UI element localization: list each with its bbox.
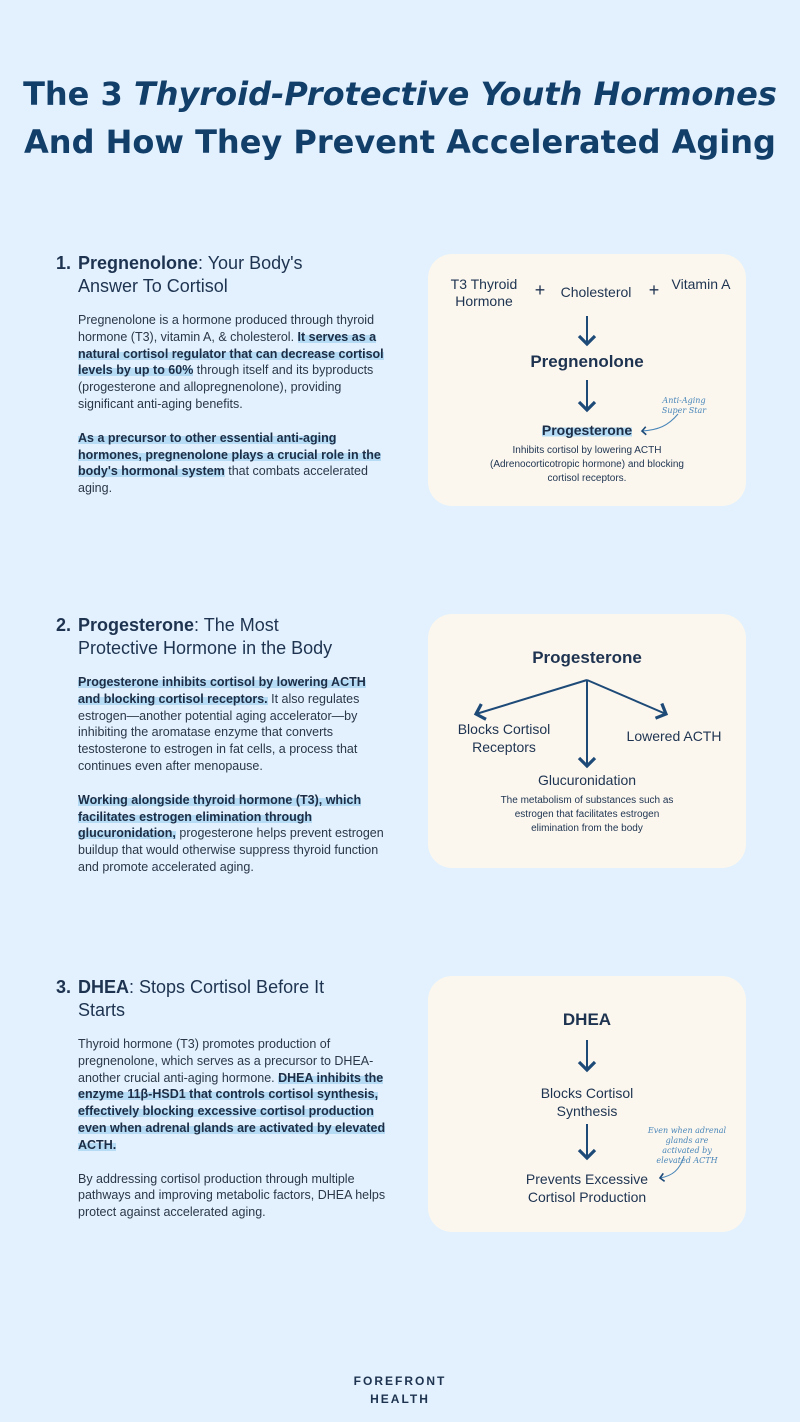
brand-line1: FOREFRONT [353, 1374, 447, 1388]
paragraph [78, 792, 388, 876]
left-arrow-icon [476, 680, 587, 714]
section-title-rest: : Your Body's Answer To Cortisol [78, 253, 303, 296]
paragraph-text: By addressing cortisol production through multiple pathways and improving metabolic factors, DHEA helps protect against accelerated aging. [78, 1171, 386, 1220]
plus-icon: + [648, 280, 660, 300]
annotation-note: Anti-Aging Super Star [661, 396, 707, 415]
section-body [78, 674, 388, 876]
highlight-text: Progesterone inhibits cortisol by lowering ACTH and blocking cortisol receptors. [78, 675, 366, 706]
effect-lowered-acth: Lowered ACTH [626, 728, 722, 744]
effect-prevents-excess: Prevents Excessive Cortisol Production [525, 1171, 649, 1205]
pregnenolone-diagram-card [428, 254, 746, 506]
root-progesterone: Progesterone [532, 648, 642, 667]
section-title-rest: : Stops Cortisol Before It Starts [78, 977, 325, 1020]
paragraph [78, 1036, 388, 1154]
section-number: 1. [56, 253, 72, 273]
title-emphasis: Thyroid-Protective Youth Hormones [133, 75, 777, 113]
highlight-text: As a precursor to other essential anti-aging hormones, pregnenolone plays a crucial role in the body's hormonal system [78, 430, 381, 479]
paragraph-text: It also regulates estrogen—another potential aging accelerator—by inhibiting the aromatase enzyme that converts testosterone to estrogen in fat cells, a process that continues even after menopause. [78, 691, 360, 773]
brand-line2: HEALTH [370, 1392, 430, 1406]
section-title-bold: DHEA [78, 977, 130, 997]
paragraph [78, 312, 388, 413]
title-line2: And How They Prevent Accelerated Aging [24, 123, 776, 161]
section-title-bold: Pregnenolone [78, 253, 199, 273]
title-prefix: The 3 [23, 75, 134, 113]
section-heading [56, 252, 386, 298]
description: The metabolism of substances such as estrogen that facilitates estrogen elimination from the body [500, 795, 674, 834]
section-heading [56, 976, 386, 1022]
product-progesterone [428, 422, 746, 438]
paragraph-text: through itself and its byproducts (progesterone and allopregnenolone), providing significant anti-aging benefits. [78, 363, 374, 411]
section-title-rest: : The Most Protective Hormone in the Body [78, 615, 333, 658]
section-body [78, 312, 388, 497]
section-body [78, 1036, 388, 1221]
section-title-bold: Progesterone [78, 615, 195, 635]
paragraph-text: that combats accelerated aging. [78, 464, 368, 496]
paragraph [78, 1171, 388, 1221]
input-t3: T3 Thyroid Hormone [450, 276, 518, 309]
paragraph-text: Pregnenolone is a hormone produced through thyroid hormone (T3), vitamin A, & cholesterol. [78, 313, 375, 344]
plus-icon: + [534, 280, 546, 300]
progesterone-diagram-card [428, 614, 746, 868]
annotation-note: Even when adrenal glands are activated by elevated ACTH [647, 1126, 727, 1165]
effect-blocks-receptors: Blocks Cortisol Receptors [457, 721, 551, 755]
highlight-text: It serves as a natural cortisol regulator that can decrease cortisol levels by up to 60% [78, 329, 384, 378]
section-progesterone [56, 614, 386, 893]
right-arrow-icon [587, 680, 666, 714]
highlight-text: Progesterone [541, 422, 633, 438]
root-dhea: DHEA [562, 1010, 612, 1029]
paragraph [78, 430, 388, 497]
dhea-diagram-card [428, 976, 746, 1232]
description: Inhibits cortisol by lowering ACTH (Adrenocorticotropic hormone) and blocking cortisol receptors. [490, 445, 684, 484]
paragraph [78, 674, 388, 775]
paragraph-text: progesterone helps prevent estrogen buildup that would otherwise suppress thyroid function and promote accelerated aging. [78, 826, 384, 874]
highlight-text: DHEA inhibits the enzyme 11β-HSD1 that controls cortisol synthesis, effectively blocking excessive cortisol production even when adrenal glands are activated by elevated ACTH. [78, 1070, 386, 1152]
brand-logo [0, 1372, 800, 1408]
product-pregnenolone: Pregnenolone [530, 352, 644, 371]
highlight-text: Working alongside thyroid hormone (T3), which facilitates estrogen elimination through glucuronidation, [78, 792, 362, 841]
effect-blocks-synthesis: Blocks Cortisol Synthesis [540, 1085, 634, 1119]
section-number: 2. [56, 615, 72, 635]
input-cholesterol: Cholesterol [560, 284, 632, 300]
paragraph-text: Thyroid hormone (T3) promotes production of pregnenolone, which serves as a precursor to DHEA- another crucial anti-aging hormone. [78, 1037, 374, 1085]
section-pregnenolone [56, 252, 386, 514]
effect-glucuronidation: Glucuronidation [537, 772, 637, 788]
input-vitamin-a: Vitamin A [671, 276, 731, 292]
page-title [0, 70, 800, 166]
section-number: 3. [56, 977, 72, 997]
section-dhea [56, 976, 386, 1238]
section-heading [56, 614, 386, 660]
